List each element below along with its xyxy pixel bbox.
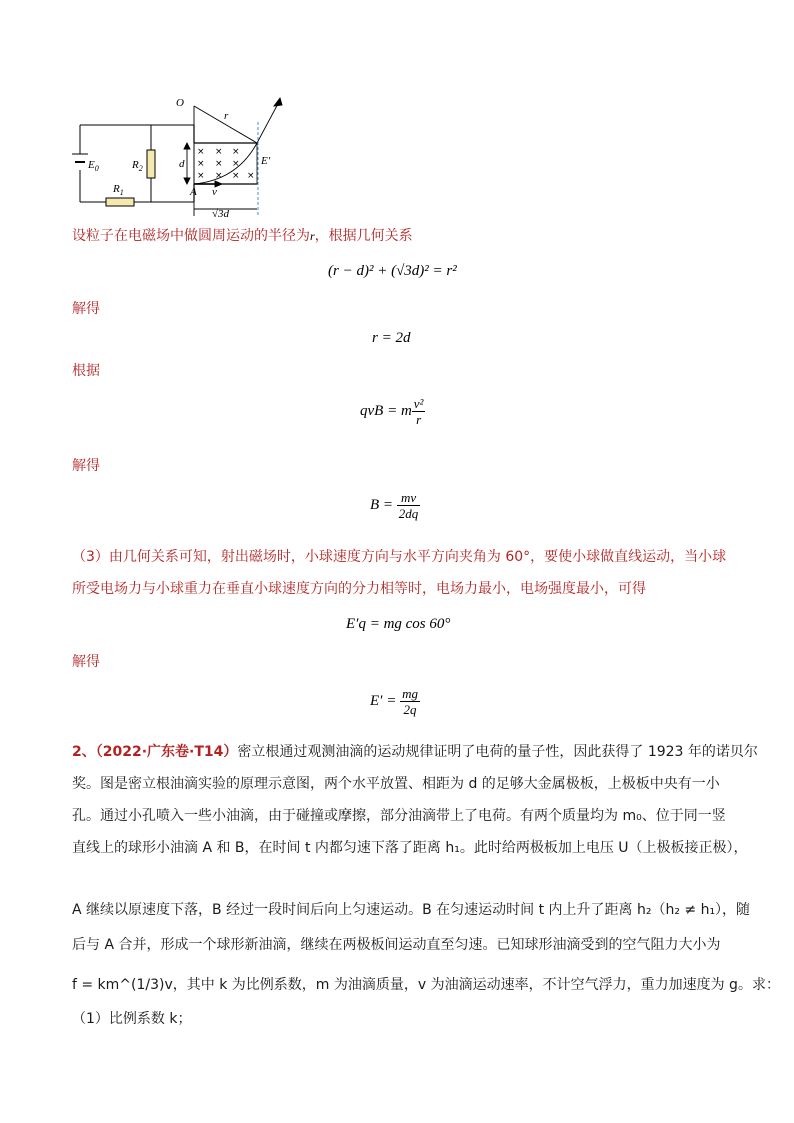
equation-radius: r = 2d bbox=[372, 330, 411, 346]
resistor-R2 bbox=[147, 150, 155, 178]
problem-2-line-4: 直线上的球形小油滴 A 和 B，在时间 t 内都匀速下落了距离 h₁。此时给两极板加上电压 U（上极板接正极）， bbox=[72, 840, 748, 856]
label-v: v bbox=[212, 186, 217, 198]
solve-label-2: 解得 bbox=[72, 458, 100, 474]
part3-line-2: 所受电场力与小球重力在垂直小球速度方向的分力相等时，电场力最小，电场强度最小，可得 bbox=[72, 581, 646, 597]
svg-text:×: × bbox=[215, 159, 223, 169]
equation-lorentz: qvB = m $\frac{\text{v²}}{r}$ bbox=[360, 396, 424, 427]
svg-text:×: × bbox=[197, 147, 205, 157]
circuit-diagram bbox=[72, 92, 292, 222]
label-d: d bbox=[179, 158, 185, 170]
equation-Eprime: E′ = $\frac{mg}{2q}$ bbox=[370, 686, 418, 717]
equation-B: B = $\frac{mv}{2dq}$ bbox=[370, 490, 419, 521]
svg-text:×: × bbox=[232, 147, 240, 157]
problem-2-line-7: f = km^(1/3)v，其中 k 为比例系数，m 为油滴质量，v 为油滴运动速率，不计空气浮力，重力加速度为 g。求： bbox=[72, 977, 780, 993]
problem-source: （2022·广东卷·T14） bbox=[95, 744, 238, 760]
equation-Eq: E′q = mg cos 60° bbox=[346, 616, 451, 632]
svg-text:×: × bbox=[215, 147, 223, 157]
resistor-R1 bbox=[106, 198, 134, 206]
label-O: O bbox=[176, 97, 184, 109]
label-distance: √3d bbox=[212, 208, 230, 220]
label-r: r bbox=[224, 110, 229, 122]
svg-text:×: × bbox=[215, 171, 223, 181]
part3-line-1: （3）由几何关系可知，射出磁场时，小球速度方向与水平方向夹角为 60°，要使小球做直线运动，当小球 bbox=[72, 549, 727, 565]
battery bbox=[72, 154, 88, 162]
label-E0: $E_0$ bbox=[88, 159, 99, 173]
label-R1: $R_1$ bbox=[113, 183, 124, 197]
problem-2-line-6: 后与 A 合并，形成一个球形新油滴，继续在两极板间运动直至匀速。已知球形油滴受到的空气阻力大小为 bbox=[72, 937, 721, 953]
solve-label-1: 解得 bbox=[72, 301, 100, 317]
based-label: 根据 bbox=[72, 363, 100, 379]
svg-text:×: × bbox=[197, 171, 205, 181]
svg-text:×: × bbox=[232, 171, 240, 181]
problem-number: 2、 bbox=[72, 744, 96, 760]
solve-label-3: 解得 bbox=[72, 654, 100, 670]
svg-text:×: × bbox=[247, 171, 255, 181]
problem-2-line-3: 孔。通过小孔喷入一些小油滴，由于碰撞或摩擦，部分油滴带上了电荷。有两个质量均为 m₀、位于同一竖 bbox=[72, 808, 726, 824]
svg-text:×: × bbox=[197, 159, 205, 169]
problem-2-line-5: A 继续以原速度下落，B 经过一段时间后向上匀速运动。B 在匀速运动时间 t 内上升了距离 h₂（h₂ ≠ h₁），随 bbox=[72, 902, 751, 918]
equation-geometry: (r − d)² + (√3d)² = r² bbox=[328, 263, 457, 279]
problem-2-line-1: 2、（2022·广东卷·T14）密立根通过观测油滴的运动规律证明了电荷的量子性，因此获得了 1923 年的诺贝尔 bbox=[72, 744, 758, 760]
field-crosses bbox=[197, 147, 255, 181]
question-1: （1）比例系数 k； bbox=[72, 1011, 192, 1027]
solution-line-1: 设粒子在电磁场中做圆周运动的半径为r，根据几何关系 bbox=[72, 228, 413, 244]
label-Eprime: E′ bbox=[261, 155, 271, 167]
label-A: A bbox=[190, 186, 197, 198]
svg-text:×: × bbox=[232, 159, 240, 169]
label-R2: $R_2$ bbox=[132, 159, 143, 173]
problem-2-line-2: 奖。图是密立根油滴实验的原理示意图，两个水平放置、相距为 d 的足够大金属极板，上极板中央有一小 bbox=[72, 776, 720, 792]
